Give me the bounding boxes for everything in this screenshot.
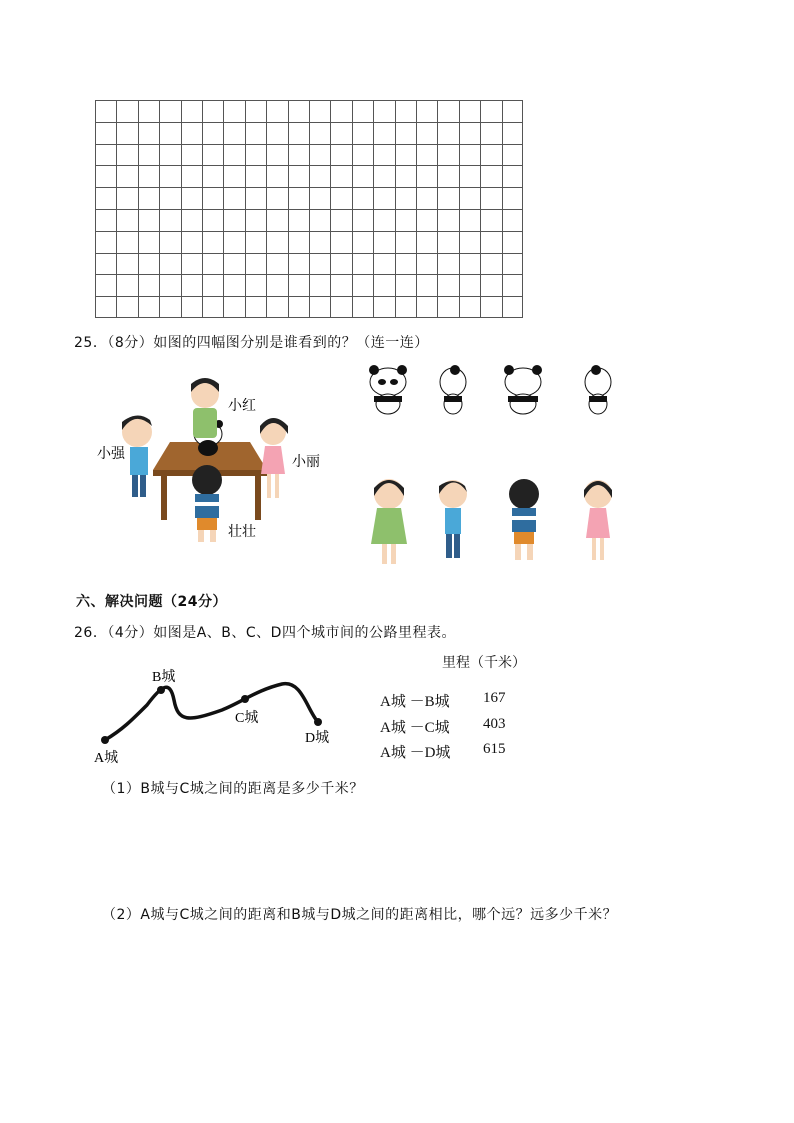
- mileage-row: A城 －C城 403: [380, 716, 506, 736]
- question-26-text: 26．（4分）如图是A、B、C、D四个城市间的公路里程表。: [74, 625, 456, 641]
- label-xiaohong: 小红: [228, 398, 256, 414]
- panda-side-view-right: [585, 365, 611, 414]
- question-26-part-2: （2）A城与C城之间的距离和B城与D城之间的距离相比，哪个远？远多少千米？: [102, 907, 618, 923]
- child-boy-back: [509, 479, 539, 560]
- label-city-a: A城: [94, 751, 119, 766]
- child-boy-side: [439, 480, 467, 558]
- mileage-table: [380, 650, 540, 770]
- answer-grid: [95, 100, 523, 318]
- panda-front-view: [369, 365, 407, 414]
- label-xiaoli: 小丽: [292, 454, 320, 470]
- panda-side-view-left: [440, 365, 466, 414]
- girl-xiaohong: [191, 378, 219, 438]
- question-26-part-1: （1）B城与C城之间的距离是多少千米？: [102, 781, 364, 797]
- boy-xiaoqiang: [122, 415, 152, 497]
- label-city-c: C城: [235, 711, 259, 726]
- label-zhuangzhuang: 壮壮: [228, 524, 256, 540]
- child-girl-glasses: [371, 479, 407, 564]
- panda-back-view: [504, 365, 542, 414]
- label-city-b: B城: [152, 670, 176, 685]
- label-city-d: D城: [305, 731, 330, 746]
- mileage-row: A城 －B城 167: [380, 690, 506, 710]
- boy-zhuangzhuang: [192, 465, 222, 542]
- mileage-header: 里程（千米）: [442, 656, 526, 671]
- question-25-text: 25．（8分）如图的四幅图分别是谁看到的？（连一连）: [74, 335, 429, 351]
- label-xiaoqiang: 小强: [97, 446, 125, 462]
- observation-scene: [95, 362, 620, 577]
- child-girl-side: [584, 480, 612, 560]
- girl-xiaoli: [260, 418, 288, 498]
- section-6-title: 六、解决问题（24分）: [76, 594, 227, 610]
- city-route-map: [92, 660, 342, 770]
- mileage-row: A城 －D城 615: [380, 741, 506, 761]
